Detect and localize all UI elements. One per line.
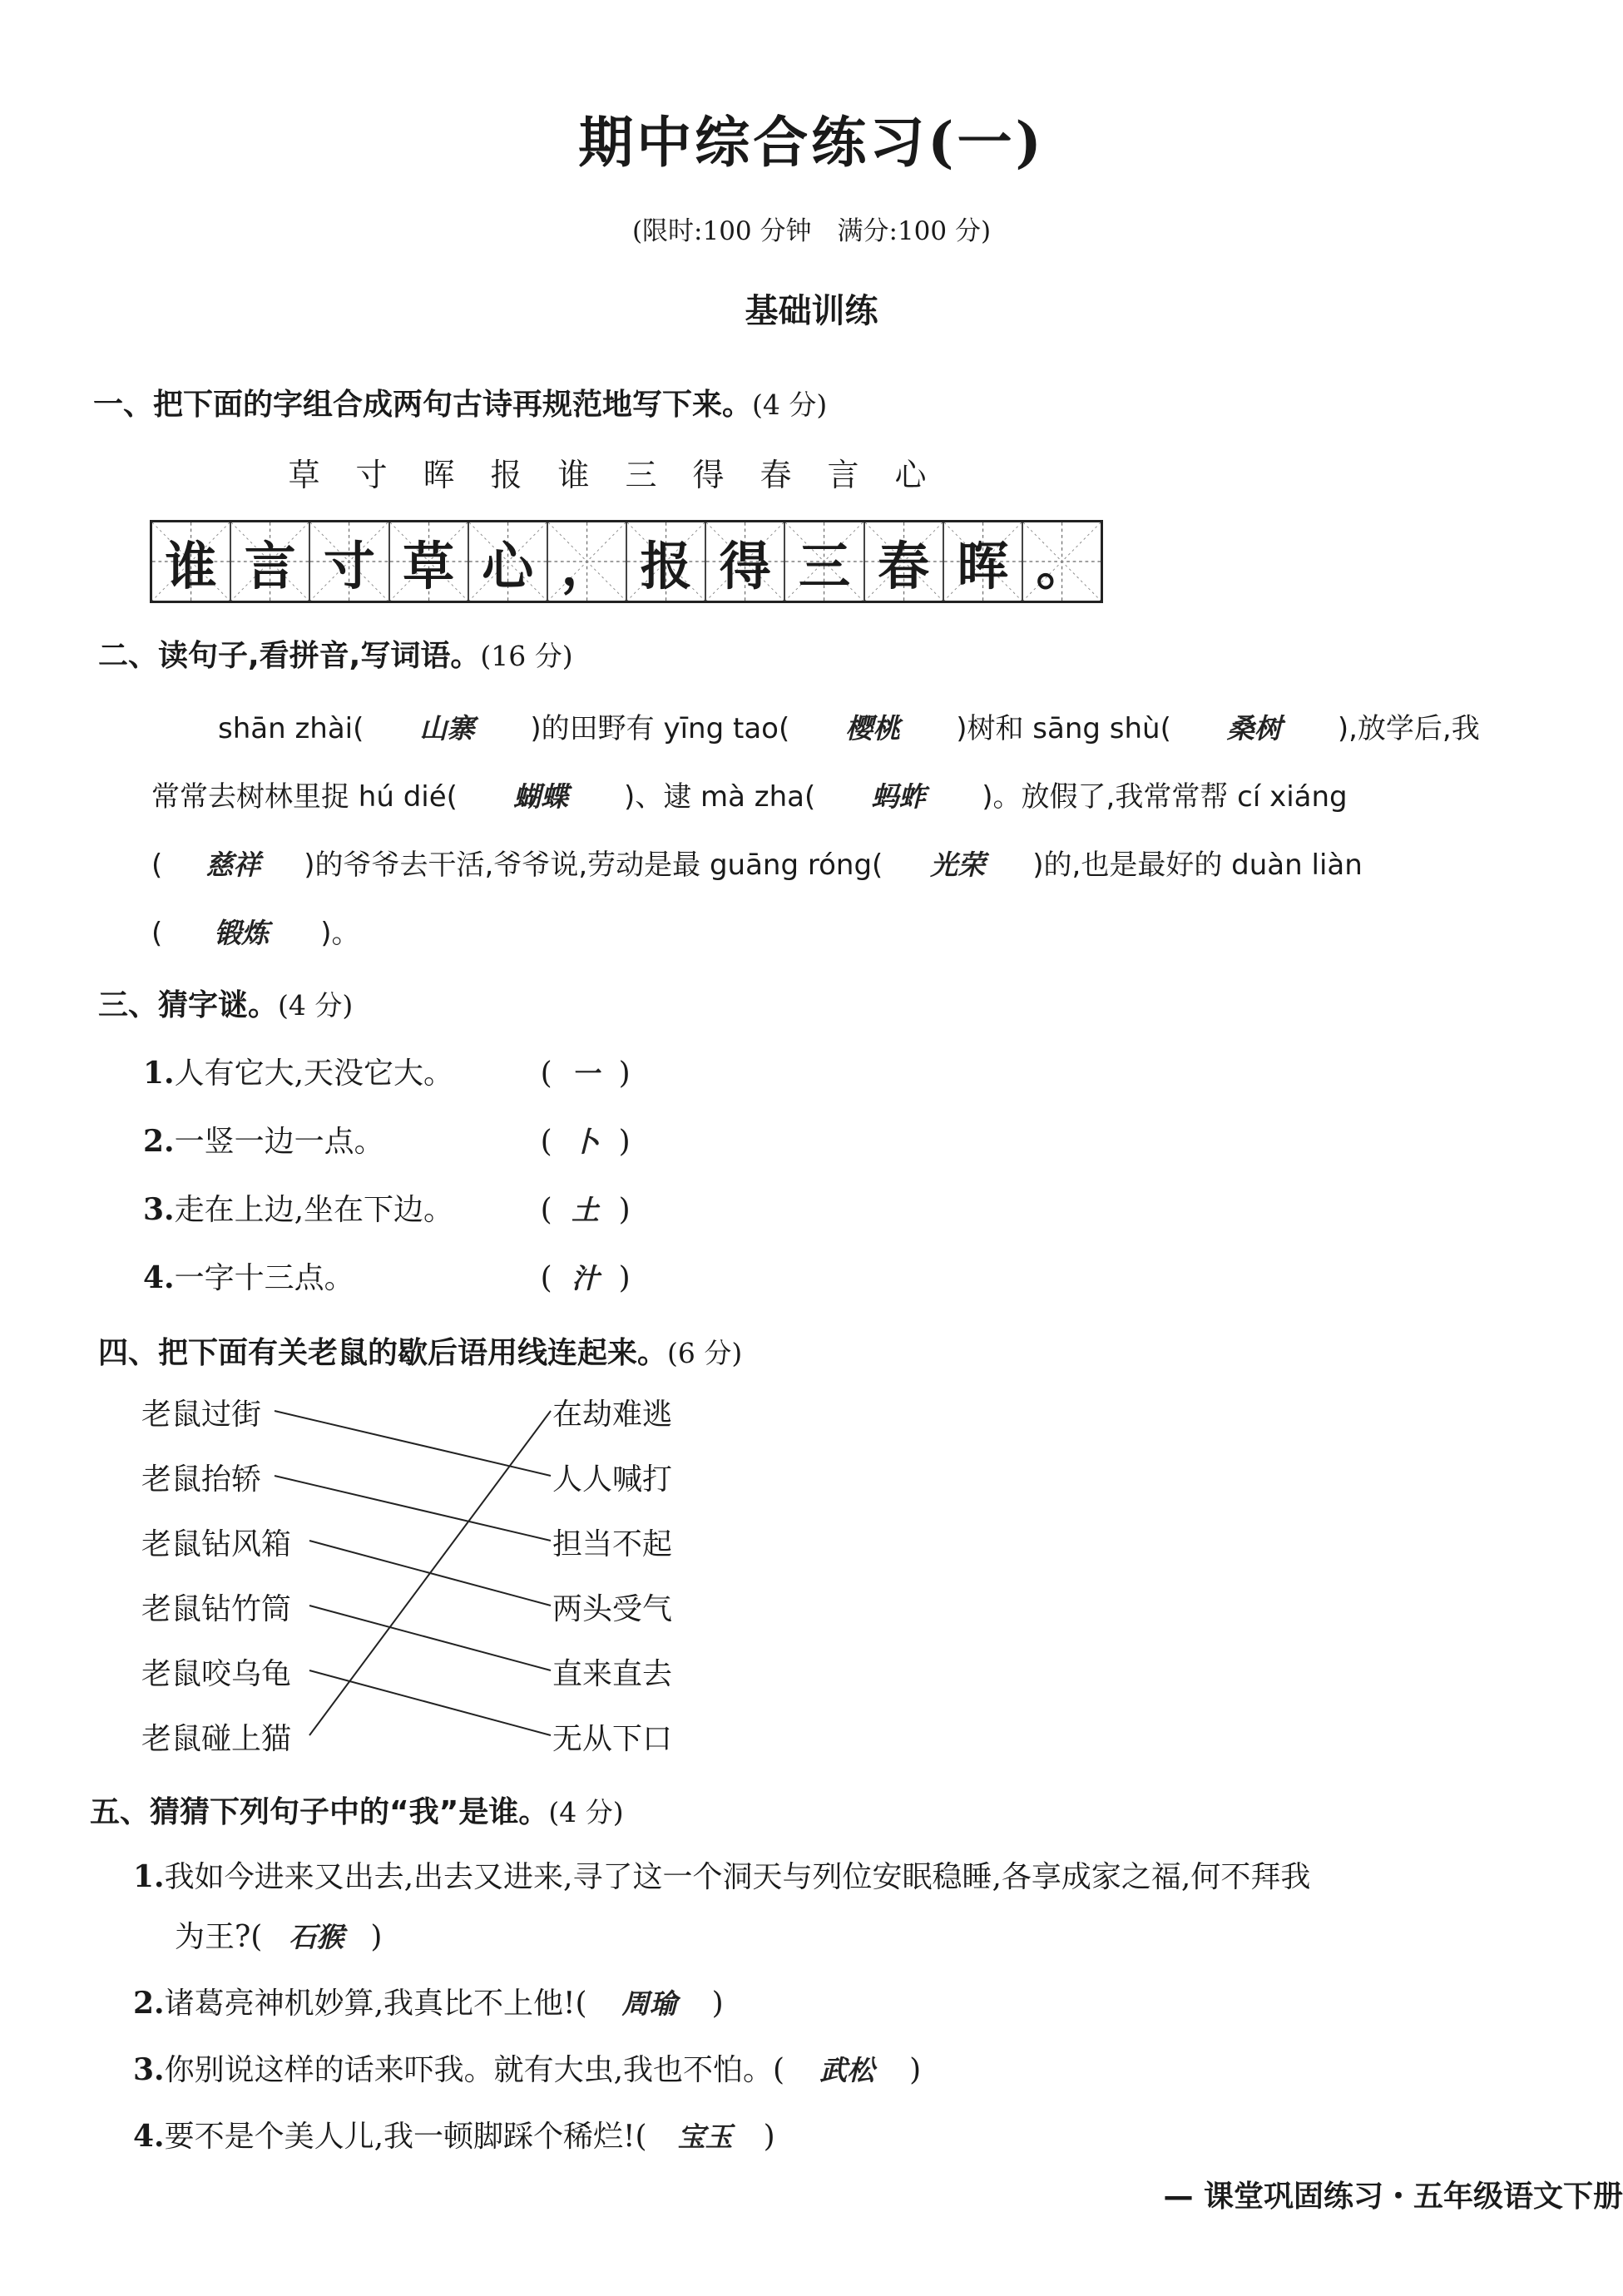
right-phrase: 人人喊打 — [552, 1462, 673, 1497]
q5-close: ) — [763, 2120, 775, 2154]
q5-item-4 — [133, 2113, 775, 2155]
riddle-num: 3. — [143, 1192, 175, 1227]
right-phrase: 在劫难逃 — [552, 1398, 673, 1432]
q5-close: ) — [711, 1987, 724, 2021]
grid-cell-char: 三 — [798, 535, 850, 596]
riddle-num: 1. — [143, 1056, 175, 1091]
section-title: 基础训练 — [745, 292, 878, 330]
grid-cell-char: 言 — [244, 535, 296, 596]
left-phrase: 老鼠钻竹筒 — [141, 1592, 292, 1626]
right-phrase: 无从下口 — [552, 1722, 673, 1756]
q2-answer: 桑树 — [1226, 712, 1282, 745]
q2-text: )的,也是最好的 duàn liàn — [1032, 849, 1363, 882]
match-line — [309, 1411, 551, 1735]
footer: — 课堂巩固练习・五年级语文下册 — [1163, 2180, 1623, 2214]
q2-text: 常常去树林里捉 hú dié( — [151, 780, 458, 814]
q4-heading-text: 四、把下面有关老鼠的歇后语用线连起来。 — [98, 1336, 668, 1370]
q5-text: 我如今进来又出去,出去又进来,寻了这一个洞天与列位安眠稳睡,各享成家之福,何不拜我 — [164, 1860, 1311, 1894]
q5-close: ) — [370, 1920, 383, 1954]
q5-item-1-cont — [175, 1913, 382, 1956]
riddle-open: ( — [540, 1261, 552, 1295]
q5-text: 要不是个美人儿,我一顿脚踩个稀烂!( — [164, 2120, 647, 2154]
q2-answer: 慈祥 — [205, 849, 261, 881]
q1-char: 报 — [490, 457, 522, 493]
grid-cell-char: 晖 — [957, 535, 1009, 596]
q2-text: )、逮 mà zha( — [623, 780, 816, 814]
q1-char: 寸 — [355, 457, 388, 493]
left-phrase: 老鼠碰上猫 — [141, 1722, 292, 1756]
q5-text: 为王?( — [175, 1920, 263, 1954]
q2-text: ( — [151, 917, 163, 950]
q5-answer: 石猴 — [289, 1921, 344, 1953]
q2-text: ( — [151, 849, 163, 882]
riddle-open: ( — [540, 1056, 552, 1091]
grid-cell-char: 心 — [482, 535, 534, 596]
q5-item-1 — [133, 1853, 1310, 1896]
riddle-num: 4. — [143, 1260, 175, 1295]
grid-cell-char: 报 — [640, 535, 692, 596]
grid-cell-char: 得 — [719, 535, 771, 596]
riddle-answer: 土 — [572, 1194, 600, 1226]
q1-char: 春 — [760, 457, 792, 493]
q1-points: (4 分) — [752, 388, 828, 421]
left-phrase: 老鼠过街 — [141, 1398, 262, 1432]
riddle-open: ( — [540, 1193, 552, 1227]
left-phrase: 老鼠抬轿 — [141, 1462, 262, 1497]
q1-char: 谁 — [557, 457, 590, 493]
q2-answer: 蚂蚱 — [871, 780, 927, 813]
left-phrase: 老鼠咬乌龟 — [141, 1657, 292, 1691]
q5-text: 你别说这样的话来吓我。就有大虫,我也不怕。( — [164, 2053, 785, 2087]
left-phrase: 老鼠钻风箱 — [141, 1527, 292, 1561]
q4-points: (6 分) — [667, 1337, 743, 1369]
riddle-num: 2. — [143, 1124, 175, 1159]
riddle-answer: 卜 — [572, 1126, 600, 1158]
q5-answer: 周瑜 — [621, 1987, 677, 2020]
riddle-text: 一竖一边一点。 — [174, 1125, 384, 1159]
q5-num: 1. — [133, 1859, 165, 1894]
q2-text: ),放学后,我 — [1337, 712, 1480, 745]
riddle-text: 走在上边,坐在下边。 — [174, 1193, 454, 1227]
q5-heading — [90, 1789, 624, 1831]
q5-points: (4 分) — [548, 1796, 624, 1828]
q3-heading-text: 三、猜字谜。 — [98, 988, 279, 1022]
q1-char: 草 — [288, 457, 320, 493]
riddle-close: ) — [618, 1261, 631, 1295]
right-phrase: 直来直去 — [552, 1657, 673, 1691]
grid-cell-char: 寸 — [323, 535, 375, 596]
right-phrase: 两头受气 — [552, 1592, 673, 1626]
riddle-answer: 汁 — [572, 1262, 600, 1294]
q2-heading-text: 二、读句子,看拼音,写词语。 — [98, 639, 481, 673]
q1-char: 心 — [894, 457, 927, 493]
time-limit: (限时:100 分钟 满分:100 分) — [631, 216, 992, 246]
q2-points: (16 分) — [480, 640, 573, 672]
grid-cell-char: ， — [561, 535, 613, 596]
q5-item-2 — [133, 1980, 724, 2022]
q2-answer: 樱桃 — [845, 712, 901, 745]
q1-char: 言 — [827, 457, 859, 493]
q5-num: 4. — [133, 2119, 165, 2154]
q5-text: 诸葛亮神机妙算,我真比不上他!( — [164, 1987, 587, 2021]
grid-cell-char: 春 — [878, 535, 930, 596]
riddle-text: 一字十三点。 — [174, 1261, 354, 1295]
q2-text: )。放假了,我常常帮 cí xiáng — [982, 780, 1348, 814]
grid-cell-char: 草 — [403, 535, 455, 596]
riddle-close: ) — [618, 1193, 631, 1227]
q5-answer: 宝玉 — [677, 2120, 733, 2153]
match-line — [309, 1606, 551, 1670]
q2-answer: 蝴蝶 — [512, 780, 568, 813]
q5-num: 2. — [133, 1986, 165, 2021]
riddle-close: ) — [618, 1056, 631, 1091]
q1-char: 三 — [625, 457, 657, 493]
match-line — [275, 1476, 551, 1541]
riddle-close: ) — [618, 1125, 631, 1159]
q2-text: )的田野有 yīng tao( — [530, 712, 790, 745]
q2-answer: 锻炼 — [214, 917, 270, 949]
q5-num: 3. — [133, 2052, 165, 2087]
q2-text: )树和 sāng shù( — [956, 712, 1171, 745]
q2-text: )的爷爷去干活,爷爷说,劳动是最 guāng róng( — [304, 849, 883, 882]
q2-answer: 光荣 — [930, 849, 986, 881]
q2-text: )。 — [320, 917, 360, 950]
q5-heading-text: 五、猜猜下列句子中的“我”是谁。 — [90, 1795, 549, 1829]
grid-cell-char: 谁 — [165, 535, 217, 596]
q2-text: shān zhài( — [218, 712, 364, 745]
riddle-open: ( — [540, 1125, 552, 1159]
q5-answer: 武松 — [819, 2054, 875, 2086]
q1-heading-text: 一、把下面的字组合成两句古诗再规范地写下来。 — [93, 388, 753, 422]
q1-char: 晖 — [423, 457, 455, 493]
page-title: 期中综合练习(一) — [578, 110, 1045, 175]
q1-char: 得 — [692, 457, 725, 493]
riddle-answer: 一 — [572, 1057, 600, 1090]
match-line — [309, 1670, 551, 1735]
grid-cell-char: 。 — [1036, 535, 1088, 596]
q5-item-3 — [133, 2046, 921, 2089]
right-phrase: 担当不起 — [552, 1527, 673, 1561]
riddle-text: 人有它大,天没它大。 — [174, 1056, 454, 1091]
q2-answer: 山寨 — [419, 712, 475, 745]
q5-close: ) — [909, 2053, 922, 2087]
q3-points: (4 分) — [278, 989, 354, 1022]
